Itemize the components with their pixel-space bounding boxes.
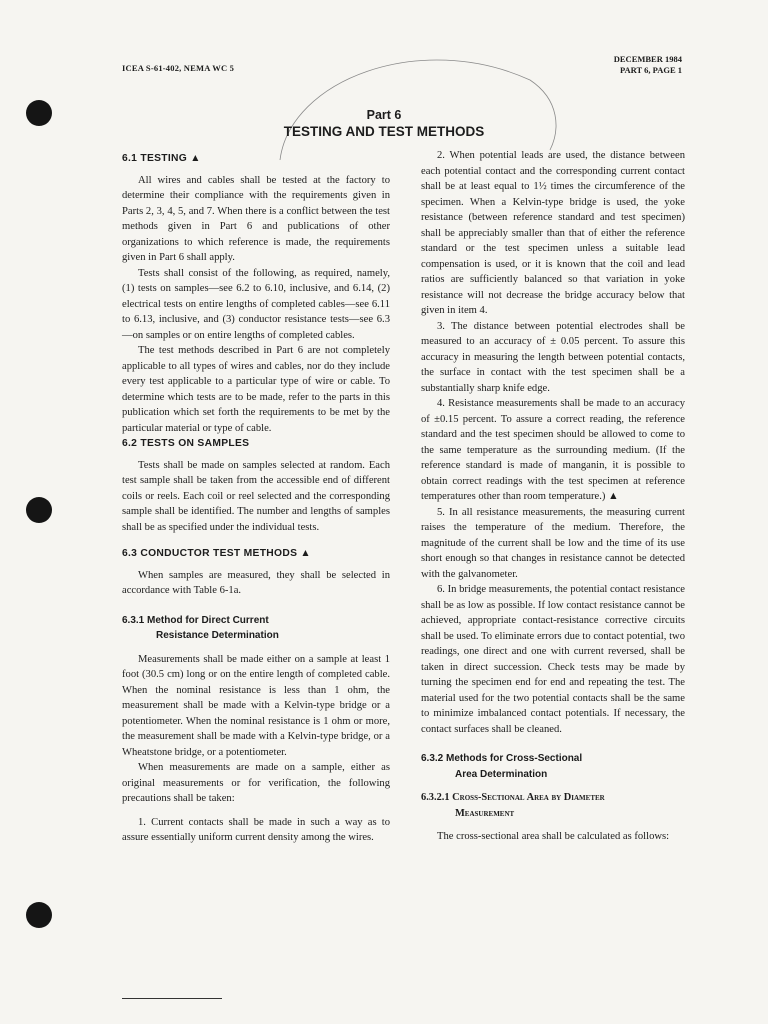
punch-hole-middle [26, 497, 52, 523]
punch-hole-bottom [26, 902, 52, 928]
section-6-3-1-heading [122, 613, 390, 644]
section-6-3-para: When samples are measured, they shall be selected in accordance with Table 6-1a. [122, 569, 390, 596]
section-6-3-2-heading [421, 751, 685, 782]
section-6-3-2-1-heading-line1: 6.3.2.1 Cross-Sectional Area by Diameter [421, 792, 605, 803]
precaution-item-2: 2. When potential leads are used, the distance between each potential contact and the corresponding current contact shall be at least equal to 1½ times the circumference of the specimen. When a Kelvin-type bridge is used, the yoke resistance (between reference standard and test specimen) shall be appreciably smaller than that of either the reference standard or the test specimen unless a suitable lead compensation is used, or it is known that the coil and lead ratios are sufficiently balanced so that variation in yoke resistance will not decrease the bridge accuracy below that given in item 4. [421, 150, 685, 316]
header-date: DECEMBER 1984 [613, 54, 682, 64]
section-6-3-1-heading-line1: 6.3.1 Method for Direct Current [122, 614, 269, 626]
section-6-1-para-3: The test methods described in Part 6 are not completely applicable to all types of wires and cables, nor do they include every test applicable to a particular type of wire or cable. To determine which tests are to be made, refer to the parts in this publication which set forth the requirements to be met by the particular material or type of cable. [122, 345, 390, 434]
header-standard-ref: ICEA S-61-402, NEMA WC 5 [122, 63, 235, 73]
section-6-3-1-para-1: Measurements shall be made either on a sample at least 1 foot (30.5 cm) long or on the entire length of completed cable. When the nominal resistance is less than 1 ohm, the measurement shall be made with a Kelvin-type bridge or a potentiometer. When the nominal resistance is 1 ohm or more, the measurement shall be made with a Kelvin-type bridge, or a Wheatstone bridge, or a potentiometer. [122, 653, 390, 758]
section-6-3-2-heading-line2: Area Determination [455, 768, 548, 780]
part-name: TESTING AND TEST METHODS [283, 124, 485, 139]
section-6-1-para-1: All wires and cables shall be tested at the factory to determine their compliance with the requirements given in Parts 2, 3, 4, 5, and 7. When there is a conflict between the test methods given in Part 6 and publications of other organizations to which reference is made, the requirements given in Part 6 shall apply. [122, 174, 390, 263]
precaution-item-5: 5. In all resistance measurements, the measuring current raises the temperature of the medium. Therefore, the magnitude of the current shall be low and the time of its use short enough so that changes in resistance cannot be detected with the galvanometer. [421, 506, 685, 580]
header-page: PART 6, PAGE 1 [619, 65, 682, 75]
precaution-item-4: 4. Resistance measurements shall be made to an accuracy of ±0.15 percent. To assure a correct reading, the reference standard and the test specimen should be allowed to come to the same temperature as the surrounding medium. (If the reference standard is made of manganin, it is possible to obtain correct readings with the test specimen at reference temperatures other than room temperature.) ▲ [421, 398, 685, 502]
section-6-3-1-para-2: When measurements are made on a sample, either as original measurements or for verification, the following precautions shall be taken: [122, 762, 390, 804]
precaution-item-3: 3. The distance between potential electrodes shall be measured to an accuracy of ± 0.05 percent. To assure this accuracy in measuring the length between potential contacts, the surface in contact with the test specimen shall be a substantially sharp knife edge. [421, 320, 685, 394]
part-title [0, 107, 768, 141]
section-6-2-heading: 6.2 TESTS ON SAMPLES [122, 438, 250, 449]
section-6-3-2-1-heading [421, 790, 685, 821]
section-6-1-heading: 6.1 TESTING ▲ [122, 153, 201, 164]
precaution-item-6: 6. In bridge measurements, the potential contact resistance shall be as low as possible. If low contact resistance cannot be achieved, appropriate contact-resistance corrective circuits shall be used. To eliminate errors due to contact potential, two readings, one direct and one with current reversed, shall be taken in direct succession. Check tests may be made by turning the specimen end for end and repeating the test. The material used for the two potential contacts shall be the same to minimize imbalanced contact potentials. If necessary, the contact surfaces shall be cleaned. [421, 584, 685, 735]
section-6-1-para-2: Tests shall consist of the following, as required, namely, (1) tests on samples—see 6.2 to 6.10, inclusive, and 6.14, (2) electrical tests on entire lengths of completed cables—see 6.11 to 6.13, inclusive, and (3) conductor resistance tests—see 6.3—on samples or on entire lengths of completed cables. [122, 267, 390, 341]
section-6-3-2-1-para: The cross-sectional area shall be calculated as follows: [437, 831, 670, 842]
section-6-2-para: Tests shall be made on samples selected at random. Each test sample shall be taken from the accessible end of different coils or reels. Each coil or reel selected and the corresponding sample shall be identified. The number and lengths of samples shall be as specified under the individual tests. [122, 459, 390, 533]
precaution-item-1: 1. Current contacts shall be made in such a way as to assure essentially uniform current density among the wires. [122, 816, 390, 843]
section-6-3-1-heading-line2: Resistance Determination [156, 630, 279, 641]
section-6-3-heading: 6.3 CONDUCTOR TEST METHODS ▲ [122, 548, 311, 559]
section-6-3-2-heading-line1: 6.3.2 Methods for Cross-Sectional [421, 753, 583, 764]
part-number: Part 6 [366, 108, 402, 122]
footnote-rule [122, 998, 222, 999]
right-column [421, 148, 685, 845]
section-6-3-2-1-heading-line2: Measurement [455, 807, 515, 819]
header-date-page [614, 54, 682, 76]
left-column [122, 148, 390, 846]
